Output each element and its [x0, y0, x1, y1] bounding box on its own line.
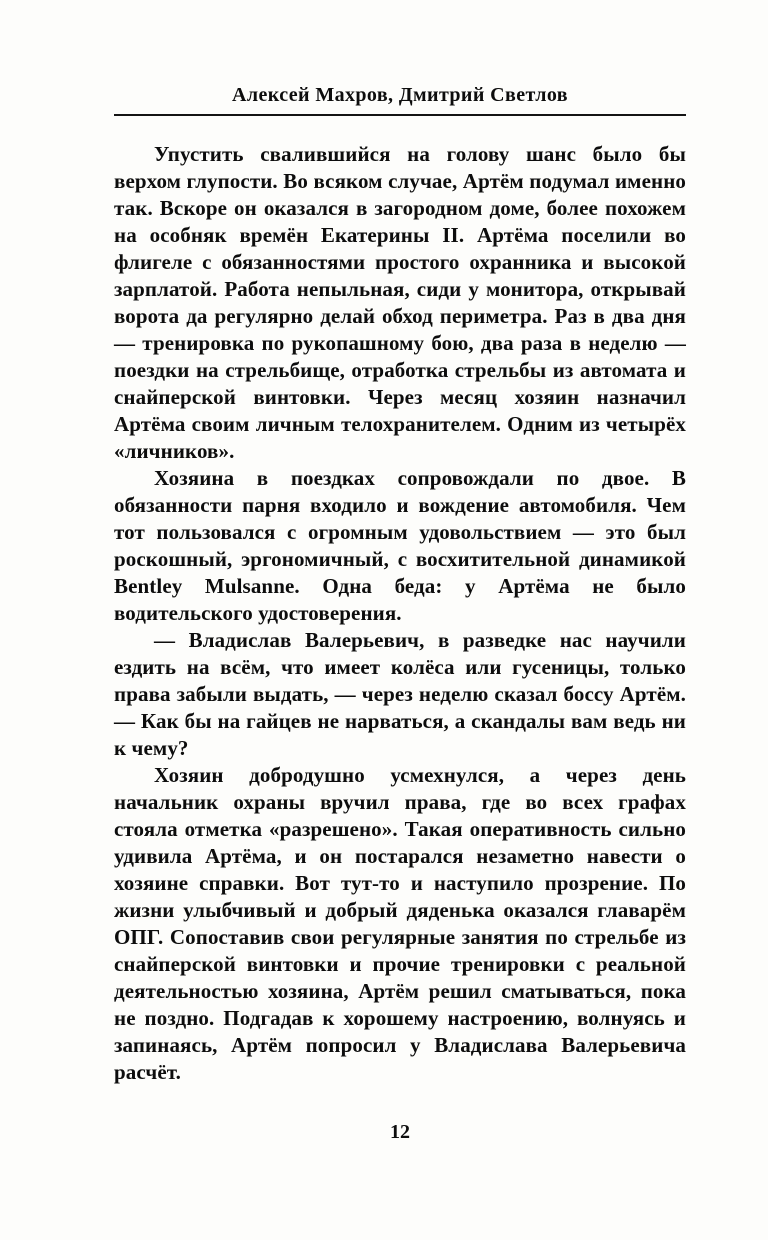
body-text [114, 141, 686, 1086]
paragraph-2: Хозяина в поездках сопровождали по двое. В обязанности парня входило и вождение автомобиля. Чем тот пользовался с огромным удовольствием — это был роскошный, эргономичный, с восхитительной динамикой Bentley Mulsanne. Одна беда: у Артёма не было водительского удостоверения. [114, 466, 686, 625]
paragraph-4: Хозяин добродушно усмехнулся, а через день начальник охраны вручил права, где во всех графах стояла отметка «разрешено». Такая оперативность сильно удивила Артёма, и он постарался незаметно навести о хозяине справки. Вот тут-то и наступило прозрение. По жизни улыбчивый и добрый дяденька оказался главарём ОПГ. Сопоставив свои регулярные занятия по стрельбе из снайперской винтовки и прочие тренировки с реальной деятельностью хозяина, Артём решил сматываться, пока не поздно. Подгадав к хорошему настроению, волнуясь и запинаясь, Артём попросил у Владислава Валерьевича расчёт. [114, 763, 686, 1084]
running-head [114, 84, 686, 116]
author-header: Алексей Махров, Дмитрий Светлов [232, 84, 568, 106]
page-number: 12 [390, 1121, 410, 1143]
header-rule [114, 114, 686, 116]
paragraph-3: — Владислав Валерьевич, в разведке нас научили ездить на всём, что имеет колёса или гусеницы, только права забыли выдать, — через неделю сказал боссу Артём. — Как бы на гайцев не нарваться, а скандалы вам ведь ни к чему? [114, 628, 686, 760]
paragraph-1: Упустить свалившийся на голову шанс было бы верхом глупости. Во всяком случае, Артём подумал именно так. Вскоре он оказался в загородном доме, более похожем на особняк времён Екатерины II. Артёма поселили во флигеле с обязанностями простого охранника и высокой зарплатой. Работа непыльная, сиди у монитора, открывай ворота да регулярно делай обход периметра. Раз в два дня — тренировка по рукопашному бою, два раза в неделю — поездки на стрельбище, отработка стрельбы из автомата и снайперской винтовки. Через месяц хозяин назначил Артёма своим личным телохранителем. Одним из четырёх «личников». [114, 142, 686, 463]
